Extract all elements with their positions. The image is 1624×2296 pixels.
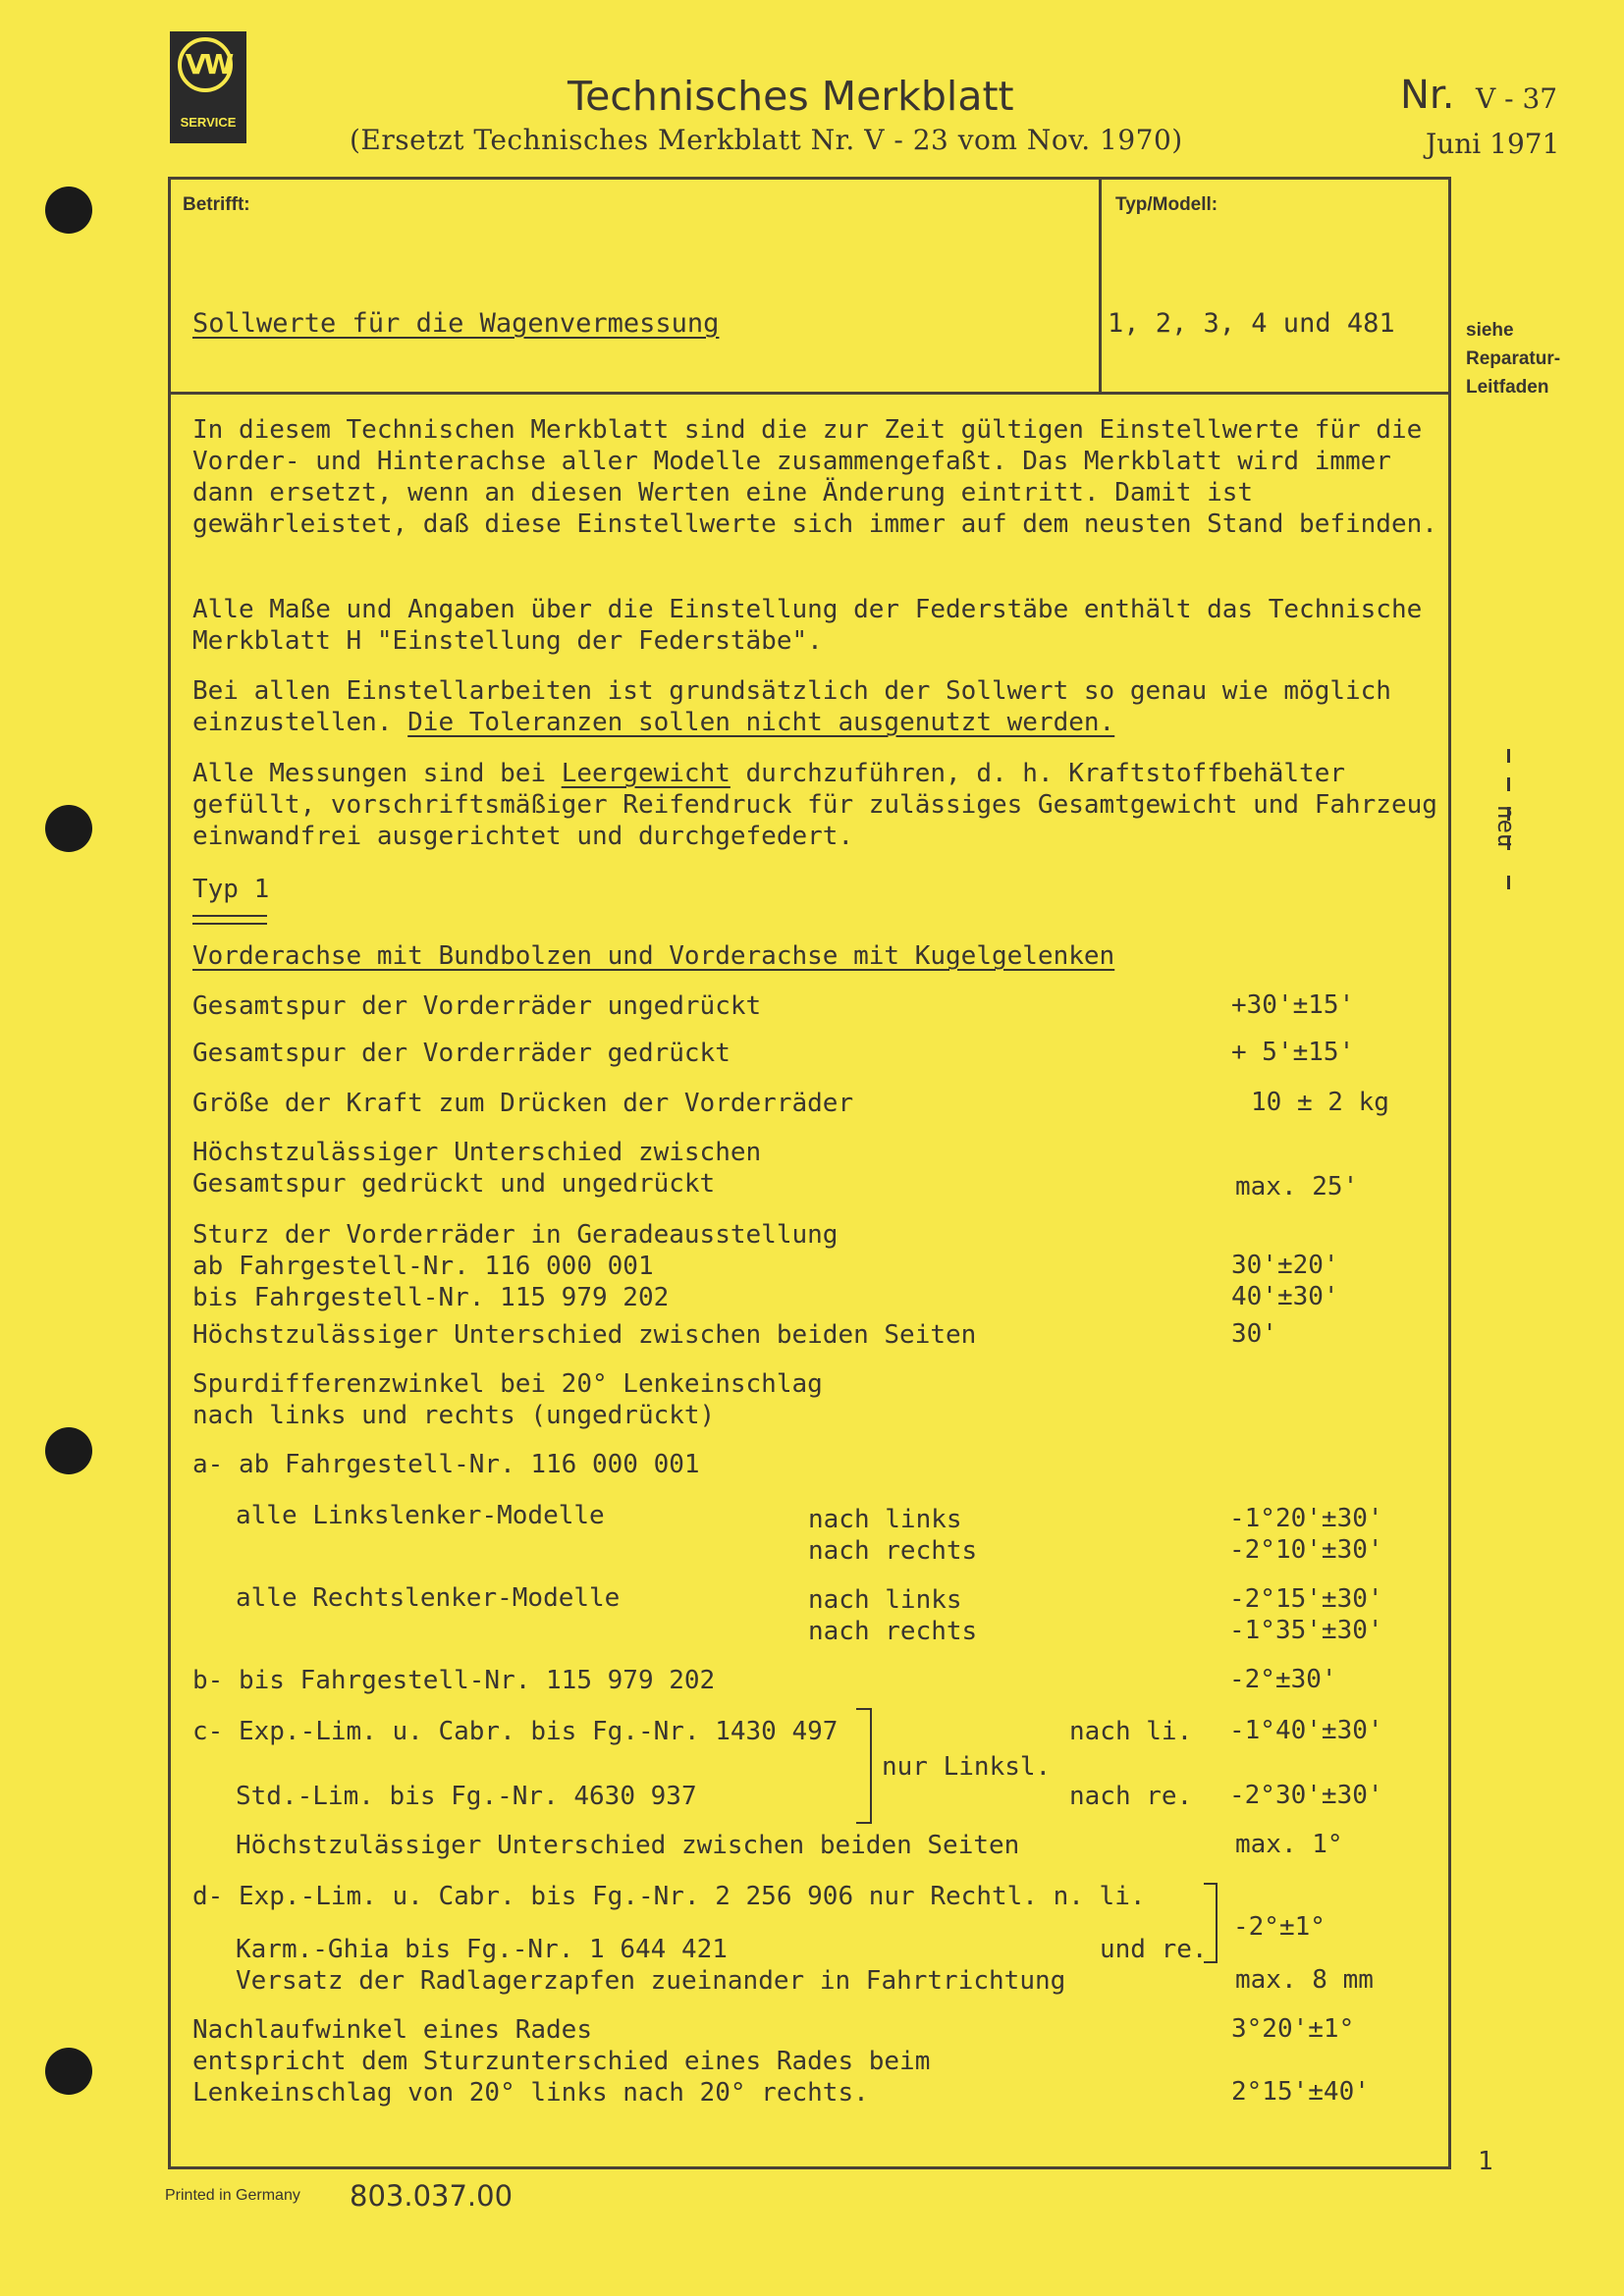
intro-paragraph-1: In diesem Technischen Merkblatt sind die zur Zeit gültigen Einstellwerte für die Vorder- und Hinterachse aller Modelle zusammengefaßt. Das Merkblatt wird immer dann ersetzt, wenn an diesen Werten eine Änderung eintritt. Damit ist gewährleistet, daß diese Einstellwerte sich immer auf dem neusten Stand befinden. [192, 415, 1437, 539]
spec-label: Gesamtspur der Vorderräder gedrückt [192, 1039, 731, 1068]
spec-label: c- Exp.-Lim. u. Cabr. bis Fg.-Nr. 1430 497 [192, 1717, 839, 1746]
bracket [856, 1708, 872, 1824]
spec-value: 2°15'±40' [1231, 2077, 1370, 2107]
double-underline [192, 915, 267, 925]
spec-value: -1°40'±30' [1229, 1716, 1383, 1745]
spec-label: d- Exp.-Lim. u. Cabr. bis Fg.-Nr. 2 256 906 nur Rechtl. n. li. [192, 1882, 1146, 1911]
spec-value: -2°15'±30' [1229, 1584, 1383, 1614]
spec-value: -2°±1° [1233, 1912, 1326, 1942]
page-number: 1 [1478, 2147, 1493, 2176]
spec-value: +30'±15' [1231, 990, 1355, 1020]
direction-label: nach rechts [808, 1536, 978, 1566]
spec-label: Gesamtspur der Vorderräder ungedrückt [192, 991, 762, 1021]
spec-label: Größe der Kraft zum Drücken der Vorderräder [192, 1089, 854, 1118]
spec-label: alle Linkslenker-Modelle [236, 1501, 605, 1530]
revision-mark [1507, 876, 1510, 889]
intro-text: Bei allen Einstellarbeiten ist grundsätzlich der Sollwert so genau wie möglich einzustellen. [192, 676, 1391, 737]
direction-label: nach li. [1069, 1717, 1193, 1746]
spec-label: Spurdifferenzwinkel bei 20° Lenkeinschlag [192, 1369, 823, 1399]
spec-label: Höchstzulässiger Unterschied zwischen beiden Seiten [236, 1831, 1020, 1860]
intro-paragraph-2: Alle Maße und Angaben über die Einstellung der Federstäbe enthält das Technische Merkblatt H "Einstellung der Federstäbe". [192, 595, 1423, 656]
intro-text: durchzuführen, d. h. Kraftstoffbehälter gefüllt, vorschriftsmäßiger Reifendruck für zulässiges Gesamtgewicht und Fahrzeug einwandfrei ausgerichtet und durchgefedert. [192, 759, 1437, 851]
typ-value: 1, 2, 3, 4 und 481 [1108, 308, 1395, 339]
side-note-line: Reparatur- [1466, 348, 1561, 369]
spec-label: Sturz der Vorderräder in Geradeausstellung [192, 1220, 839, 1250]
spec-value: max. 8 mm [1235, 1965, 1374, 1995]
document-subtitle: (Ersetzt Technisches Merkblatt Nr. V - 23 vom Nov. 1970) [350, 124, 1183, 156]
margin-note-neu: neu [1492, 805, 1520, 848]
spec-value: 30' [1231, 1319, 1277, 1349]
spec-value: + 5'±15' [1231, 1038, 1355, 1067]
nr-label: Nr. [1400, 73, 1455, 118]
spec-value: 3°20'±1° [1231, 2014, 1355, 2044]
punch-hole [45, 2048, 92, 2095]
spec-value: -2°±30' [1229, 1665, 1337, 1694]
spec-label: nur Linksl. [882, 1752, 1052, 1782]
spec-value: 40'±30' [1231, 1282, 1339, 1311]
subject-box [168, 177, 1451, 395]
spec-value: max. 25' [1235, 1172, 1359, 1201]
betrifft-label: Betrifft: [183, 194, 250, 215]
spec-value: max. 1° [1235, 1830, 1343, 1859]
revision-mark [1507, 777, 1510, 791]
revision-mark [1507, 749, 1510, 763]
side-note-line: Leitfaden [1466, 377, 1549, 398]
form-code: 803.037.00 [350, 2179, 514, 2213]
intro-paragraph-3 [192, 675, 1439, 738]
punch-hole [45, 805, 92, 852]
spec-label: Karm.-Ghia bis Fg.-Nr. 1 644 421 [236, 1935, 728, 1964]
punch-hole [45, 1427, 92, 1474]
spec-value: 30'±20' [1231, 1251, 1339, 1280]
spec-value: 10 ± 2 kg [1251, 1088, 1389, 1117]
spec-label: nach links und rechts (ungedrückt) [192, 1401, 716, 1430]
spec-label: b- bis Fahrgestell-Nr. 115 979 202 [192, 1666, 716, 1695]
side-note-line: siehe [1466, 320, 1514, 341]
spec-label: Versatz der Radlagerzapfen zueinander in Fahrtrichtung [236, 1966, 1066, 1996]
side-note [1466, 316, 1560, 401]
typ-heading: Typ 1 [192, 875, 270, 904]
betrifft-value: Sollwerte für die Wagenvermessung [192, 308, 720, 339]
spec-label: Std.-Lim. bis Fg.-Nr. 4630 937 [236, 1782, 697, 1811]
punch-hole [45, 187, 92, 234]
subject-box-divider [1099, 177, 1102, 395]
direction-label: nach links [808, 1505, 962, 1534]
spec-label: bis Fahrgestell-Nr. 115 979 202 [192, 1283, 670, 1312]
spec-label: Lenkeinschlag von 20° links nach 20° rechts. [192, 2078, 869, 2108]
spec-label: entspricht dem Sturzunterschied eines Rades beim [192, 2047, 931, 2076]
spec-value: -1°35'±30' [1229, 1616, 1383, 1645]
intro-paragraph-4 [192, 758, 1439, 852]
document-title: Technisches Merkblatt [568, 73, 1014, 120]
spec-label: a- ab Fahrgestell-Nr. 116 000 001 [192, 1450, 700, 1479]
spec-value: -2°10'±30' [1229, 1535, 1383, 1565]
section-heading: Vorderachse mit Bundbolzen und Vorderachse mit Kugelgelenken [192, 941, 1115, 971]
spec-label: Nachlaufwinkel eines Rades [192, 2015, 592, 2045]
spec-label: alle Rechtslenker-Modelle [236, 1583, 621, 1613]
spec-value: -2°30'±30' [1229, 1781, 1383, 1810]
intro-emphasis: Die Toleranzen sollen nicht ausgenutzt werden. [407, 708, 1115, 737]
spec-label: Gesamtspur gedrückt und ungedrückt [192, 1169, 716, 1199]
spec-label: Höchstzulässiger Unterschied zwischen [192, 1138, 762, 1167]
vw-service-logo [170, 31, 246, 143]
logo-service-text: SERVICE [180, 115, 237, 130]
intro-emphasis: Leergewicht [561, 759, 731, 788]
direction-label: und re. [1100, 1935, 1208, 1964]
printed-in-germany: Printed in Germany [165, 2187, 300, 2204]
issue-date: Juni 1971 [1426, 128, 1560, 160]
logo-vw-text: VW [185, 48, 232, 80]
direction-label: nach rechts [808, 1617, 978, 1646]
direction-label: nach links [808, 1585, 962, 1615]
typ-label: Typ/Modell: [1115, 194, 1218, 215]
intro-text: Alle Messungen sind bei [192, 759, 547, 788]
direction-label: nach re. [1069, 1782, 1193, 1811]
spec-label: Höchstzulässiger Unterschied zwischen beiden Seiten [192, 1320, 977, 1350]
nr-value: V - 37 [1476, 82, 1558, 115]
spec-value: -1°20'±30' [1229, 1504, 1383, 1533]
spec-label: ab Fahrgestell-Nr. 116 000 001 [192, 1252, 654, 1281]
